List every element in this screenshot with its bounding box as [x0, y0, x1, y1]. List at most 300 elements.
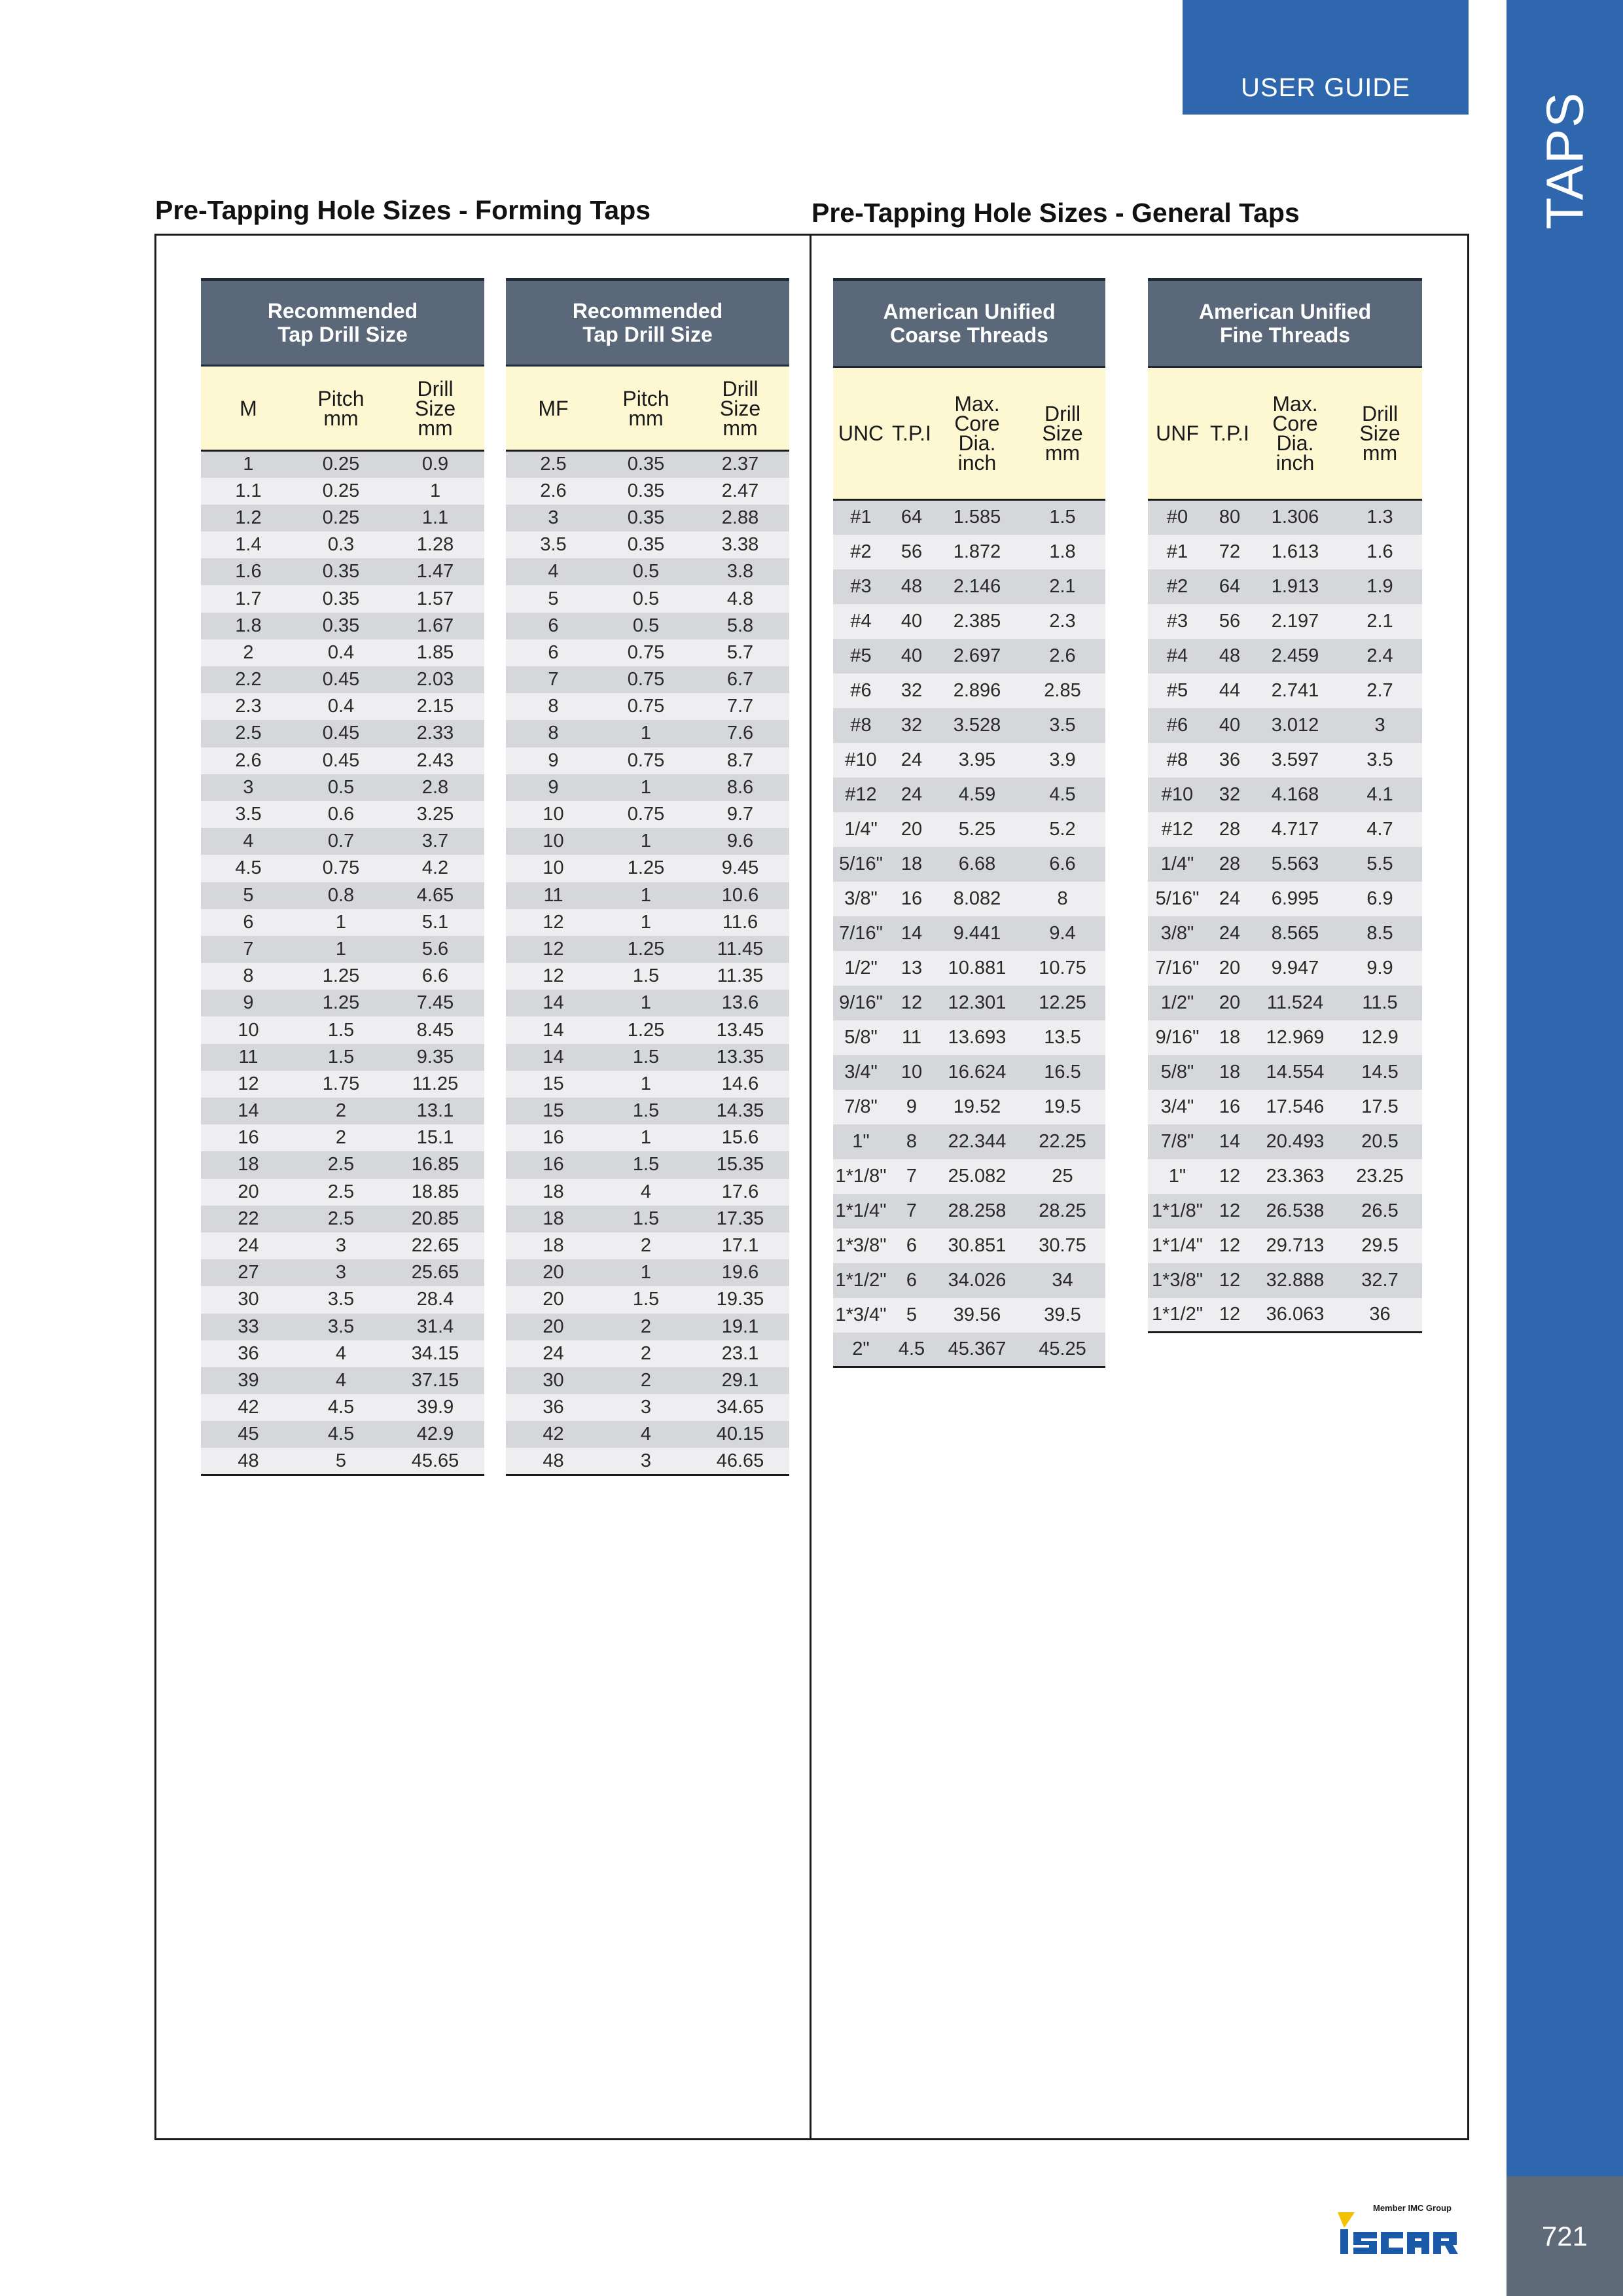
table-cell: 48 — [506, 1448, 601, 1475]
table-row — [506, 828, 789, 855]
table-cell: 22 — [201, 1206, 296, 1232]
table-row — [201, 1448, 484, 1475]
table-cell: 17.1 — [691, 1232, 789, 1259]
table-cell: 9/16" — [833, 986, 889, 1020]
table-row — [506, 936, 789, 963]
table-cell: 6.6 — [386, 963, 484, 990]
table-cell: 2.741 — [1253, 673, 1338, 708]
table-cell: 1.8 — [201, 613, 296, 639]
table-cell: 36 — [1338, 1298, 1422, 1333]
table-row — [506, 613, 789, 639]
table-cell: 8.565 — [1253, 916, 1338, 951]
table-cell: 64 — [889, 500, 935, 535]
table-cell: 11.6 — [691, 909, 789, 936]
table-row — [506, 1367, 789, 1394]
table-cell: 19.35 — [691, 1286, 789, 1313]
table-cell: 30.851 — [935, 1229, 1020, 1263]
table-row — [201, 936, 484, 963]
table-cell: 1*1/8" — [1148, 1194, 1207, 1229]
table-cell: 1.75 — [296, 1071, 386, 1098]
table-row — [506, 1259, 789, 1286]
table-cell: 10 — [201, 1016, 296, 1043]
table-cell: 10.881 — [935, 951, 1020, 986]
table-cell: 9 — [506, 747, 601, 774]
table-cell: 22.344 — [935, 1124, 1020, 1159]
table-cell: 0.7 — [296, 828, 386, 855]
table-row — [506, 1071, 789, 1098]
table-cell: 11.5 — [1338, 986, 1422, 1020]
table-row — [201, 882, 484, 909]
column-header: Pitch mm — [296, 366, 386, 451]
table-row — [201, 774, 484, 801]
table-cell: 23.1 — [691, 1340, 789, 1367]
table-row — [1148, 1020, 1422, 1055]
table-row — [506, 720, 789, 747]
table-row — [201, 963, 484, 990]
table-cell: 2.1 — [1020, 569, 1105, 604]
table-cell: 5.6 — [386, 936, 484, 963]
table-row — [1148, 986, 1422, 1020]
column-header-row — [833, 367, 1105, 500]
table-cell: 2.03 — [386, 666, 484, 693]
table-cell: 2.146 — [935, 569, 1020, 604]
table-cell: 25.082 — [935, 1159, 1020, 1194]
table-row — [201, 747, 484, 774]
table-cell: 13.5 — [1020, 1020, 1105, 1055]
table-cell: 12.25 — [1020, 986, 1105, 1020]
table-row — [201, 613, 484, 639]
table-row — [506, 505, 789, 531]
table-row — [506, 1179, 789, 1206]
table-cell: 1.306 — [1253, 500, 1338, 535]
table-row — [1148, 1055, 1422, 1090]
table-cell: 0.5 — [296, 774, 386, 801]
column-header: UNF — [1148, 367, 1207, 500]
table-cell: 3.8 — [691, 558, 789, 585]
table-cell: 40 — [1207, 708, 1253, 743]
table-cell: #4 — [1148, 639, 1207, 673]
table-row — [1148, 743, 1422, 778]
table-cell: 4 — [506, 558, 601, 585]
table-cell: 9 — [201, 990, 296, 1016]
table-cell: 0.35 — [296, 558, 386, 585]
table-cell: 5.2 — [1020, 812, 1105, 847]
table-cell: 2.5 — [201, 720, 296, 747]
table-cell: 34 — [1020, 1263, 1105, 1298]
table-cell: 7 — [889, 1194, 935, 1229]
column-header: Drill Size mm — [1020, 367, 1105, 500]
table-row — [201, 1394, 484, 1421]
table-caption: Recommended Tap Drill Size — [201, 279, 484, 366]
table-row — [833, 1263, 1105, 1298]
table-cell: 1*3/8" — [1148, 1263, 1207, 1298]
table-row — [201, 666, 484, 693]
table-cell: 27 — [201, 1259, 296, 1286]
table-cell: 4.65 — [386, 882, 484, 909]
table-metric-fine — [506, 278, 789, 1476]
table-cell: 14 — [1207, 1124, 1253, 1159]
table-cell: 14 — [506, 1044, 601, 1071]
table-row — [1148, 882, 1422, 916]
table-cell: 29.1 — [691, 1367, 789, 1394]
table-cell: 1.57 — [386, 585, 484, 612]
table-row — [1148, 1124, 1422, 1159]
table-cell: #8 — [833, 708, 889, 743]
table-row — [506, 1448, 789, 1475]
table-cell: 2.7 — [1338, 673, 1422, 708]
table-cell: 2.6 — [201, 747, 296, 774]
table-cell: 24 — [506, 1340, 601, 1367]
table-unf — [1148, 278, 1422, 1333]
table-cell: 4.5 — [201, 855, 296, 882]
table-row — [1148, 778, 1422, 812]
table-cell: 12 — [1207, 1229, 1253, 1263]
table-cell: 7.45 — [386, 990, 484, 1016]
table-cell: 1*1/2" — [833, 1263, 889, 1298]
table-cell: 2.5 — [296, 1151, 386, 1178]
column-header: T.P.I — [889, 367, 935, 500]
table-cell: 16 — [201, 1124, 296, 1151]
table-cell: 6.995 — [1253, 882, 1338, 916]
table-cell: 2.85 — [1020, 673, 1105, 708]
table-cell: 4.5 — [296, 1421, 386, 1448]
table-cell: 30 — [201, 1286, 296, 1313]
forming-taps-title: Pre-Tapping Hole Sizes - Forming Taps — [155, 195, 651, 225]
table-cell: 0.45 — [296, 747, 386, 774]
table-cell: 32 — [889, 708, 935, 743]
table-row — [201, 828, 484, 855]
table-cell: 12 — [1207, 1298, 1253, 1333]
table-cell: 0.75 — [601, 693, 691, 720]
table-row — [201, 1421, 484, 1448]
table-cell: 20.5 — [1338, 1124, 1422, 1159]
table-cell: 1*3/4" — [833, 1298, 889, 1333]
table-row — [506, 531, 789, 558]
table-cell: 9 — [506, 774, 601, 801]
table-row — [506, 666, 789, 693]
table-row — [506, 909, 789, 936]
table-row — [506, 451, 789, 478]
table-cell: 5 — [506, 585, 601, 612]
table-cell: 1.5 — [601, 1286, 691, 1313]
table-cell: 9.947 — [1253, 951, 1338, 986]
table-row — [506, 693, 789, 720]
table-cell: 1 — [386, 478, 484, 505]
table-cell: #12 — [1148, 812, 1207, 847]
table-cell: 16 — [506, 1124, 601, 1151]
table-cell: 20 — [1207, 986, 1253, 1020]
table-row — [506, 1394, 789, 1421]
column-header: Drill Size mm — [1338, 367, 1422, 500]
table-cell: 22.25 — [1020, 1124, 1105, 1159]
table-cell: 20 — [1207, 951, 1253, 986]
table-cell: 0.3 — [296, 531, 386, 558]
table-cell: 20 — [889, 812, 935, 847]
table-cell: 5/8" — [833, 1020, 889, 1055]
table-cell: 7/16" — [1148, 951, 1207, 986]
table-row — [833, 778, 1105, 812]
table-cell: 30 — [506, 1367, 601, 1394]
table-row — [201, 451, 484, 478]
table-cell: 18 — [889, 847, 935, 882]
table-cell: 5/16" — [833, 847, 889, 882]
table-row — [833, 1229, 1105, 1263]
table-cell: #2 — [833, 535, 889, 569]
table-cell: 1.4 — [201, 531, 296, 558]
table-cell: 13 — [889, 951, 935, 986]
table-cell: 0.75 — [296, 855, 386, 882]
table-cell: 1.5 — [601, 1044, 691, 1071]
table-cell: 8.6 — [691, 774, 789, 801]
table-cell: 2.6 — [1020, 639, 1105, 673]
table-cell: 20 — [506, 1259, 601, 1286]
table-cell: #3 — [1148, 604, 1207, 639]
table-row — [833, 1298, 1105, 1333]
table-row — [1148, 1194, 1422, 1229]
table-cell: 29.713 — [1253, 1229, 1338, 1263]
table-cell: 1*1/8" — [833, 1159, 889, 1194]
table-cell: 0.4 — [296, 693, 386, 720]
table-cell: 9.4 — [1020, 916, 1105, 951]
table-cell: 2.5 — [296, 1206, 386, 1232]
table-cell: 12 — [201, 1071, 296, 1098]
table-row — [833, 743, 1105, 778]
table-cell: 14 — [201, 1098, 296, 1124]
table-row — [201, 1151, 484, 1178]
table-cell: 45.25 — [1020, 1333, 1105, 1367]
table-cell: 15 — [506, 1098, 601, 1124]
table-cell: 2.33 — [386, 720, 484, 747]
table-row — [201, 1340, 484, 1367]
table-caption: Recommended Tap Drill Size — [506, 279, 789, 366]
table-cell: 5 — [296, 1448, 386, 1475]
table-cell: 2.5 — [506, 451, 601, 478]
table-cell: 1.25 — [296, 963, 386, 990]
table-cell: 20 — [506, 1314, 601, 1340]
table-cell: 80 — [1207, 500, 1253, 535]
table-cell: 48 — [201, 1448, 296, 1475]
table-cell: 4.5 — [1020, 778, 1105, 812]
table-cell: 1 — [201, 451, 296, 478]
page-number: 721 — [1507, 2176, 1623, 2296]
column-header-row — [1148, 367, 1422, 500]
table-row — [833, 1159, 1105, 1194]
table-cell: 29.5 — [1338, 1229, 1422, 1263]
side-band — [1507, 0, 1623, 2176]
table-cell: 9.7 — [691, 801, 789, 828]
table-cell: 0.5 — [601, 558, 691, 585]
table-cell: #5 — [1148, 673, 1207, 708]
column-header: Pitch mm — [601, 366, 691, 451]
table-cell: 18 — [506, 1232, 601, 1259]
table-cell: 11 — [506, 882, 601, 909]
table-cell: 4.5 — [296, 1394, 386, 1421]
table-row — [201, 855, 484, 882]
table-row — [506, 990, 789, 1016]
table-row — [201, 1367, 484, 1394]
table-row — [201, 1044, 484, 1071]
table-cell: 4.59 — [935, 778, 1020, 812]
table-cell: 24 — [889, 743, 935, 778]
table-cell: #1 — [1148, 535, 1207, 569]
table-cell: 64 — [1207, 569, 1253, 604]
table-cell: 0.75 — [601, 747, 691, 774]
table-row — [833, 1020, 1105, 1055]
table-cell: 1.5 — [296, 1016, 386, 1043]
table-cell: 5.1 — [386, 909, 484, 936]
table-row — [833, 812, 1105, 847]
table-cell: 34.026 — [935, 1263, 1020, 1298]
table-cell: 1.5 — [601, 1151, 691, 1178]
table-cell: 11.45 — [691, 936, 789, 963]
table-cell: 1 — [601, 990, 691, 1016]
table-cell: 1.25 — [601, 936, 691, 963]
table-cell: 15.1 — [386, 1124, 484, 1151]
table-cell: 1.1 — [201, 478, 296, 505]
table-cell: 12.9 — [1338, 1020, 1422, 1055]
table-row — [833, 1090, 1105, 1124]
table-row — [506, 585, 789, 612]
table-cell: 2.3 — [1020, 604, 1105, 639]
table-cell: 2.3 — [201, 693, 296, 720]
table-row — [201, 531, 484, 558]
table-cell: #3 — [833, 569, 889, 604]
table-cell: #10 — [833, 743, 889, 778]
table-cell: 16 — [889, 882, 935, 916]
table-cell: 32.7 — [1338, 1263, 1422, 1298]
table-cell: 3.7 — [386, 828, 484, 855]
table-cell: 6.68 — [935, 847, 1020, 882]
table-cell: 12 — [1207, 1194, 1253, 1229]
table-cell: 4.7 — [1338, 812, 1422, 847]
table-row — [1148, 673, 1422, 708]
table-row — [506, 963, 789, 990]
table-cell: 1/2" — [833, 951, 889, 986]
table-cell: 3 — [601, 1448, 691, 1475]
side-title — [1507, 91, 1623, 230]
table-cell: 5.563 — [1253, 847, 1338, 882]
table-row — [201, 1259, 484, 1286]
table-cell: 3 — [296, 1259, 386, 1286]
table-cell: 14 — [889, 916, 935, 951]
table-cell: 8 — [201, 963, 296, 990]
table-cell: 4.717 — [1253, 812, 1338, 847]
table-cell: 10 — [506, 801, 601, 828]
table-cell: 1.6 — [201, 558, 296, 585]
table-row — [201, 478, 484, 505]
table-cell: 39 — [201, 1367, 296, 1394]
table-row — [833, 882, 1105, 916]
table-row — [1148, 812, 1422, 847]
table-cell: 1 — [601, 909, 691, 936]
table-cell: 42.9 — [386, 1421, 484, 1448]
table-cell: 2.8 — [386, 774, 484, 801]
table-cell: 16.85 — [386, 1151, 484, 1178]
table-cell: 2.385 — [935, 604, 1020, 639]
table-cell: 6 — [506, 613, 601, 639]
table-cell: 2 — [601, 1232, 691, 1259]
column-header-row — [506, 366, 789, 451]
table-cell: 8 — [506, 693, 601, 720]
table-cell: 4 — [201, 828, 296, 855]
table-row — [833, 1333, 1105, 1367]
table-cell: 1 — [601, 774, 691, 801]
table-cell: 18 — [1207, 1020, 1253, 1055]
table-cell: 0.45 — [296, 720, 386, 747]
table-cell: 8 — [889, 1124, 935, 1159]
table-row — [1148, 1159, 1422, 1194]
table-row — [1148, 569, 1422, 604]
table-cell: 36 — [1207, 743, 1253, 778]
table-row — [833, 639, 1105, 673]
table-cell: 1" — [1148, 1159, 1207, 1194]
table-cell: 9.35 — [386, 1044, 484, 1071]
table-cell: 11.35 — [691, 963, 789, 990]
iscar-logo — [1335, 2199, 1472, 2258]
table-row — [1148, 951, 1422, 986]
table-cell: 39.9 — [386, 1394, 484, 1421]
table-cell: 4 — [296, 1367, 386, 1394]
table-cell: 20.85 — [386, 1206, 484, 1232]
table-cell: 2.43 — [386, 747, 484, 774]
table-cell: 72 — [1207, 535, 1253, 569]
table-cell: #12 — [833, 778, 889, 812]
table-cell: 42 — [506, 1421, 601, 1448]
table-row — [506, 1044, 789, 1071]
table-cell: 17.5 — [1338, 1090, 1422, 1124]
table-cell: 24 — [1207, 882, 1253, 916]
table-cell: 1.7 — [201, 585, 296, 612]
table-cell: 4 — [601, 1421, 691, 1448]
table-cell: 8.082 — [935, 882, 1020, 916]
table-cell: 2.4 — [1338, 639, 1422, 673]
table-cell: 2.37 — [691, 451, 789, 478]
table-cell: 1 — [601, 720, 691, 747]
table-row — [833, 604, 1105, 639]
table-cell: 48 — [1207, 639, 1253, 673]
table-row — [1148, 1229, 1422, 1263]
table-row — [201, 1098, 484, 1124]
table-row — [506, 882, 789, 909]
table-cell: 7.7 — [691, 693, 789, 720]
table-cell: 1 — [296, 909, 386, 936]
column-header: Max. Core Dia. inch — [1253, 367, 1338, 500]
table-cell: 2.15 — [386, 693, 484, 720]
table-cell: #0 — [1148, 500, 1207, 535]
table-cell: 8.45 — [386, 1016, 484, 1043]
table-cell: 3.012 — [1253, 708, 1338, 743]
table-cell: 12 — [1207, 1263, 1253, 1298]
table-cell: 4.5 — [889, 1333, 935, 1367]
table-cell: 34.15 — [386, 1340, 484, 1367]
table-cell: 37.15 — [386, 1367, 484, 1394]
table-cell: 12 — [889, 986, 935, 1020]
table-row — [833, 916, 1105, 951]
table-cell: 12 — [506, 963, 601, 990]
table-cell: 5/8" — [1148, 1055, 1207, 1090]
table-cell: 3.95 — [935, 743, 1020, 778]
table-row — [1148, 604, 1422, 639]
table-cell: 0.35 — [296, 585, 386, 612]
table-row — [506, 1286, 789, 1313]
table-cell: 7 — [201, 936, 296, 963]
column-header-row — [201, 366, 484, 451]
table-cell: 23.25 — [1338, 1159, 1422, 1194]
table-cell: #10 — [1148, 778, 1207, 812]
table-cell: 6 — [889, 1229, 935, 1263]
table-cell: 8 — [506, 720, 601, 747]
table-row — [833, 1124, 1105, 1159]
